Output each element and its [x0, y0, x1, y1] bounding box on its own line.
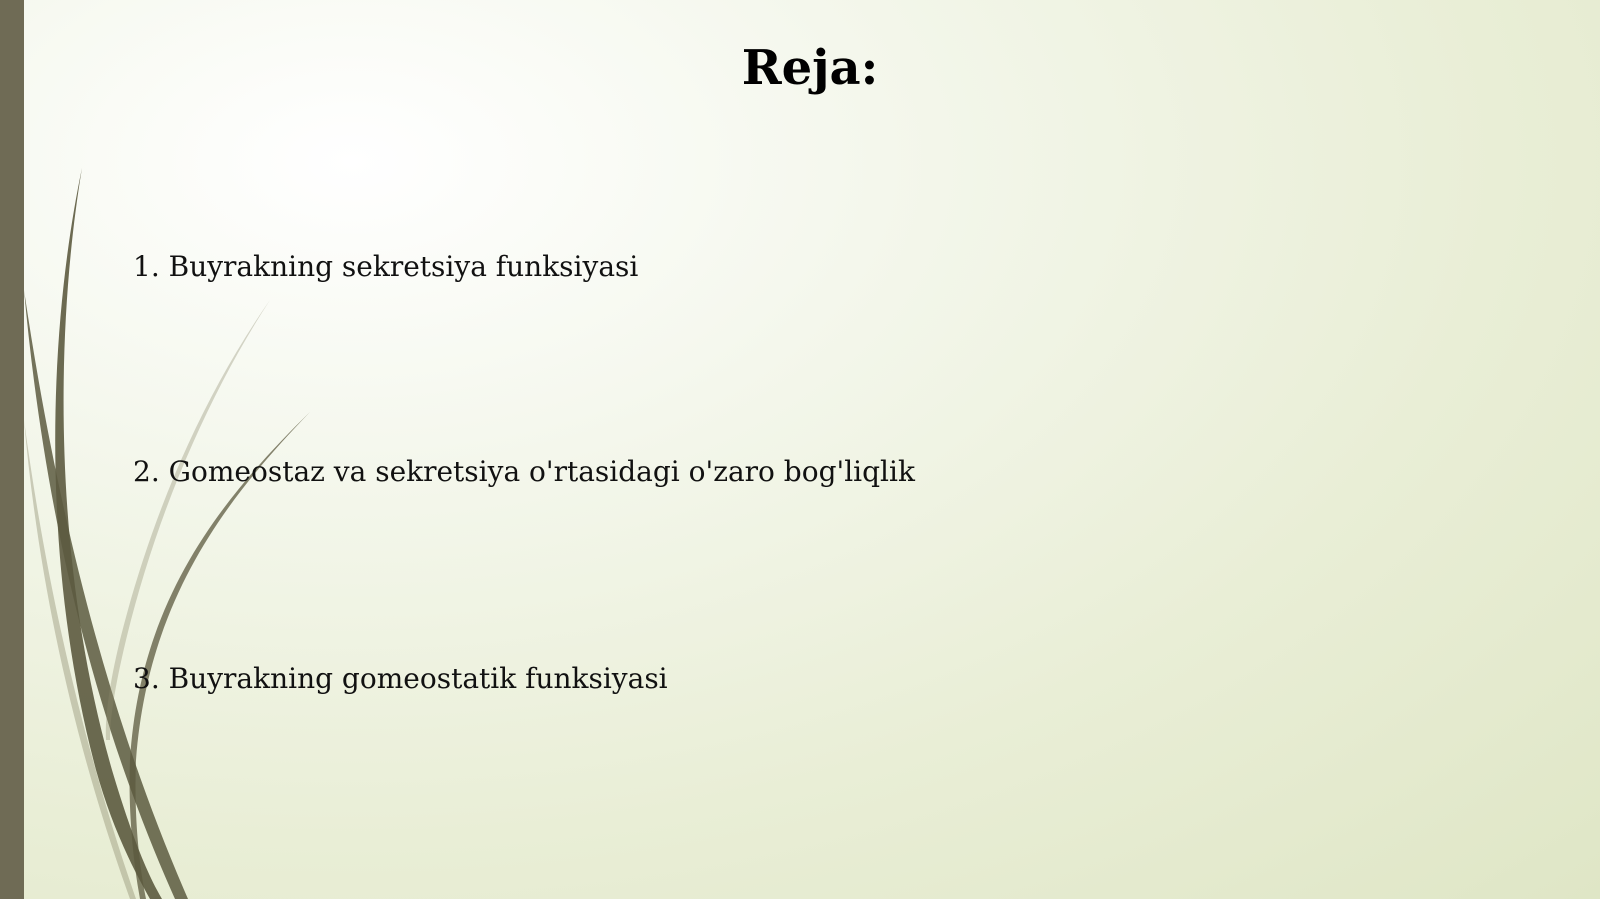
- slide-title: Reja:: [741, 40, 879, 96]
- agenda-item-1: 1. Buyrakning sekretsiya funksiyasi: [133, 250, 639, 283]
- decorative-grass-stems: [0, 0, 400, 899]
- agenda-item-2: 2. Gomeostaz va sekretsiya o'rtasidagi o'zaro bog'liqlik: [133, 455, 915, 488]
- agenda-item-3: 3. Buyrakning gomeostatik funksiyasi: [133, 662, 668, 695]
